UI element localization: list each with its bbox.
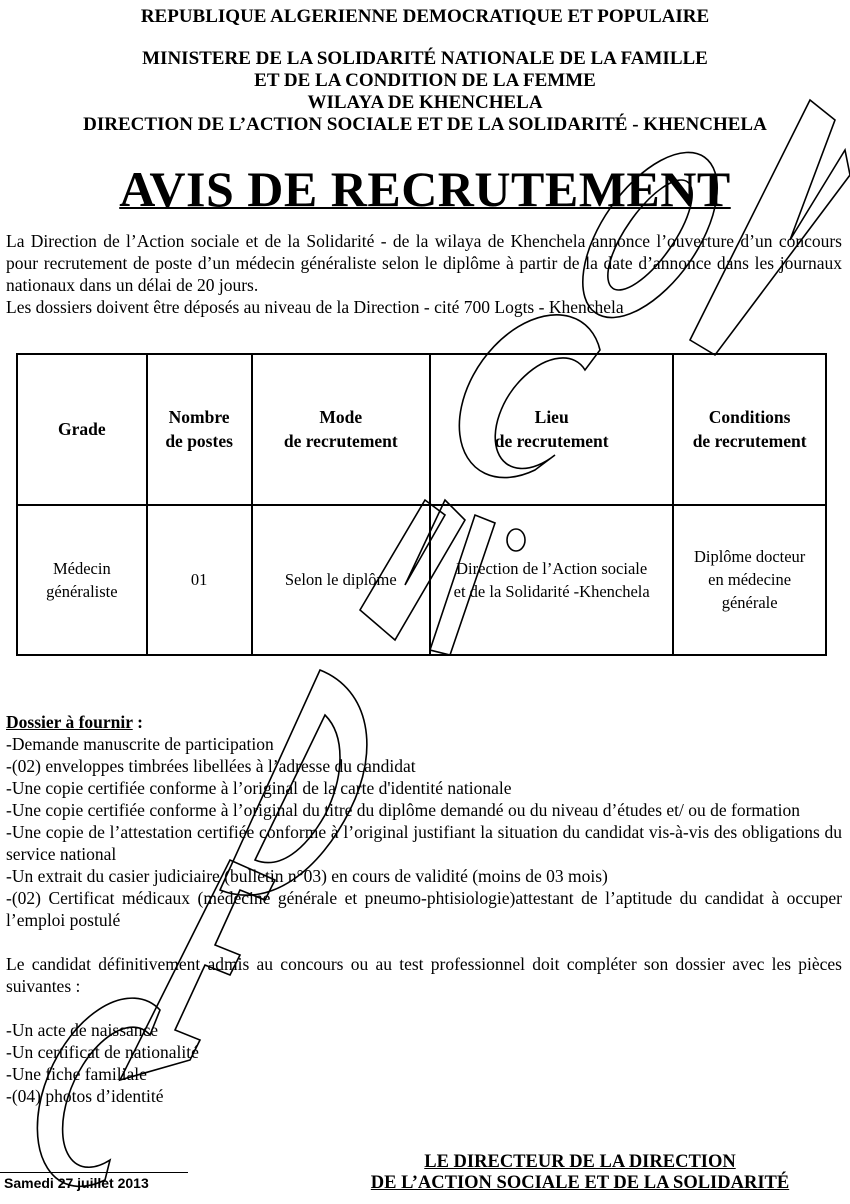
header-cell-mode-recrutement xyxy=(252,354,431,505)
list-item: -Un certificat de nationalité xyxy=(6,1042,199,1062)
cell-line: de postes xyxy=(165,431,233,452)
cell-line: Conditions xyxy=(708,407,791,428)
dossier-section xyxy=(6,711,842,1107)
list-item: -(04) photos d’identité xyxy=(6,1086,164,1106)
table-row xyxy=(17,505,826,656)
cell-line: généraliste xyxy=(46,581,118,601)
cell-line: de recrutement xyxy=(692,431,807,452)
header-cell-nombre-postes xyxy=(147,354,252,505)
list-item: -Une fiche familiale xyxy=(6,1064,147,1084)
cell-line: de recrutement xyxy=(283,431,398,452)
list-item: -Une copie de l’attestation certifiée conforme à l’original justifiant la situation du candidat vis-à-vis des obligations du service national xyxy=(6,822,842,864)
signature-line-1 xyxy=(330,1151,830,1173)
list-item: -Un extrait du casier judiciaire (bulletin n°03) en cours de validité (moins de 03 mois) xyxy=(6,866,608,886)
cell-line: Médecin xyxy=(52,558,111,578)
cell-line: Diplôme docteur xyxy=(693,547,806,567)
cell-line: Selon le diplôme xyxy=(284,570,397,590)
title-text: AVIS DE RECRUTEMENT xyxy=(119,161,731,217)
cell-line: Lieu xyxy=(534,407,569,428)
signature-line-1-text: LE DIRECTEUR DE LA DIRECTION xyxy=(424,1152,736,1172)
cell-line: Direction de l’Action sociale xyxy=(456,558,648,578)
cell-line: 01 xyxy=(190,570,208,590)
header-ministere: MINISTERE DE LA SOLIDARITÉ NATIONALE DE LA FAMILLE xyxy=(142,48,708,69)
publication-date: Samedi 27 juillet 2013 xyxy=(0,1172,188,1191)
recruitment-table xyxy=(16,353,827,656)
list-item: -Une copie certifiée conforme à l’original du titre du diplôme demandé ou du niveau d’études et/ ou de formation xyxy=(6,800,801,820)
cell-line: Mode xyxy=(319,407,363,428)
header-cell-lieu-recrutement xyxy=(430,354,673,505)
cell-nombre-postes xyxy=(147,505,252,656)
intro-paragraph: La Direction de l’Action sociale et de la Solidarité - de la wilaya de Khenchela annonce l’ouverture d’un concours pour recrutement de poste d’un médecin généraliste selon le diplôme à partir de la date d’annonce dans les journaux nationaux dans un délai de 20 jours. xyxy=(6,231,842,295)
cell-line: et de la Solidarité -Khenchela xyxy=(453,581,650,601)
table-header-row xyxy=(17,354,826,505)
dossier-heading-colon: : xyxy=(132,712,143,732)
cell-grade xyxy=(17,505,147,656)
cell-line: Grade xyxy=(58,419,106,440)
complement-paragraph: Le candidat définitivement admis au concours ou au test professionnel doit compléter son dossier avec les pièces suivantes : xyxy=(6,954,842,996)
list-item: -Demande manuscrite de participation xyxy=(6,734,274,754)
dossier-heading-text: Dossier à fournir xyxy=(6,712,133,732)
cell-line: générale xyxy=(721,593,778,613)
list-item: -Une copie certifiée conforme à l’original de la carte d'identité nationale xyxy=(6,778,512,798)
cell-line: de recrutement xyxy=(494,431,609,452)
header-republique: REPUBLIQUE ALGERIENNE DEMOCRATIQUE ET POPULAIRE xyxy=(140,6,710,27)
cell-mode-recrutement xyxy=(252,505,431,656)
header-wilaya: WILAYA DE KHENCHELA xyxy=(307,92,543,113)
header-cell-conditions-recrutement xyxy=(673,354,826,505)
cell-line: en médecine xyxy=(708,570,792,590)
header-condition-femme: ET DE LA CONDITION DE LA FEMME xyxy=(254,70,596,91)
cell-conditions-recrutement xyxy=(673,505,826,656)
signature-line-2-text: DE L’ACTION SOCIALE ET DE LA SOLIDARITÉ xyxy=(370,1173,790,1193)
list-item: -Un acte de naissance xyxy=(6,1020,159,1040)
dossier-heading xyxy=(6,711,842,733)
document-title xyxy=(0,160,850,218)
cell-lieu-recrutement xyxy=(430,505,673,656)
signature-line-2 xyxy=(330,1172,830,1194)
intro-block xyxy=(6,230,842,318)
header-cell-grade xyxy=(17,354,147,505)
intro-deposit: Les dossiers doivent être déposés au niveau de la Direction - cité 700 Logts - Khenchela xyxy=(6,297,624,317)
list-item: -(02) enveloppes timbrées libellées à l’adresse du candidat xyxy=(6,756,416,776)
cell-line: Nombre xyxy=(168,407,230,428)
list-item: -(02) Certificat médicaux (médecine générale et pneumo-phtisiologie)attestant de l’aptitude du candidat à occuper l’emploi postulé xyxy=(6,888,842,930)
header-direction: DIRECTION DE L’ACTION SOCIALE ET DE LA SOLIDARITÉ - KHENCHELA xyxy=(83,114,767,135)
